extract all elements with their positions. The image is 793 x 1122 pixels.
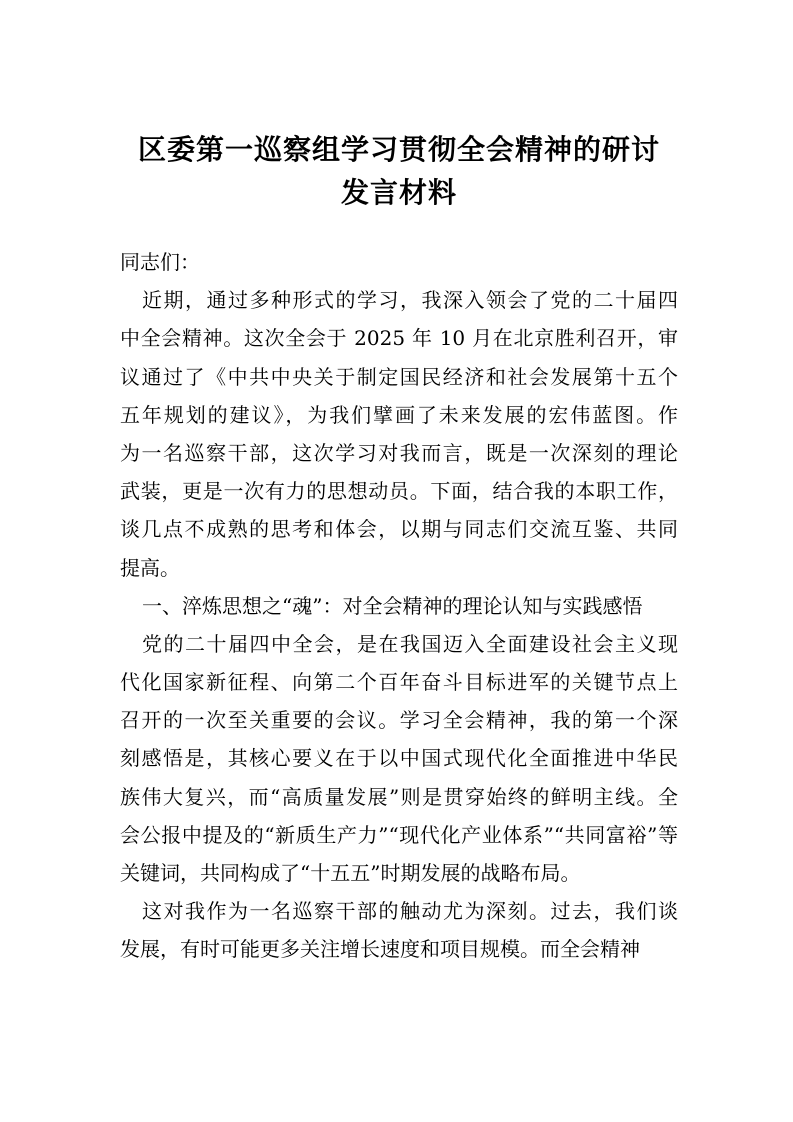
text-line: 刻感悟是，其核心要义在于以中国式现代化全面推进中华民 xyxy=(120,746,678,771)
text-line: 会公报中提及的“新质生产力”“现代化产业体系”“共同富裕”等 xyxy=(120,822,678,847)
paragraph xyxy=(120,243,678,281)
document-body xyxy=(120,243,678,969)
paragraph xyxy=(120,587,678,625)
text-line: 提高。 xyxy=(120,555,180,580)
text-line: 议通过了《中共中央关于制定国民经济和社会发展第十五个 xyxy=(120,364,678,389)
text-line: 一、淬炼思想之“魂”：对全会精神的理论认知与实践感悟 xyxy=(142,593,643,618)
text-line: 五年规划的建议》，为我们擘画了未来发展的宏伟蓝图。作 xyxy=(120,402,678,427)
text-line: 召开的一次至关重要的会议。学习全会精神，我的第一个深 xyxy=(120,708,678,733)
text-line: 党的二十届四中全会，是在我国迈入全面建设社会主义现 xyxy=(142,631,678,656)
paragraph xyxy=(120,892,678,968)
text-line: 同志们： xyxy=(120,250,200,274)
text-line: 关键词，共同构成了“十五五”时期发展的战略布局。 xyxy=(120,861,581,885)
text-line: 中全会精神。这次全会于 2025 年 10 月在北京胜利召开，审 xyxy=(120,326,678,351)
paragraph xyxy=(120,625,678,892)
document-title-line-2: 发言材料 xyxy=(340,176,457,209)
text-line: 武装，更是一次有力的思想动员。下面，结合我的本职工作， xyxy=(120,479,678,504)
document-title-line-1: 区委第一巡察组学习贯彻全会精神的研讨 xyxy=(137,133,660,166)
text-line: 近期，通过多种形式的学习，我深入领会了党的二十届四 xyxy=(142,288,678,313)
text-line: 这对我作为一名巡察干部的触动尤为深刻。过去，我们谈 xyxy=(142,899,678,924)
text-line: 谈几点不成熟的思考和体会，以期与同志们交流互鉴、共同 xyxy=(120,517,678,542)
text-line: 族伟大复兴，而“高质量发展”则是贯穿始终的鲜明主线。全 xyxy=(120,784,678,809)
paragraph xyxy=(120,281,678,587)
text-line: 发展，有时可能更多关注增长速度和项目规模。而全会精神 xyxy=(120,937,640,962)
text-line: 代化国家新征程、向第二个百年奋斗目标进军的关键节点上 xyxy=(120,670,678,695)
text-line: 为一名巡察干部，这次学习对我而言，既是一次深刻的理论 xyxy=(120,440,678,465)
